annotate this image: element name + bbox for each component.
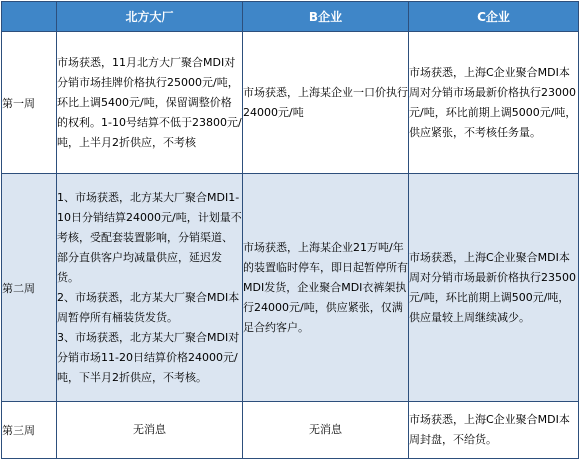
b-company-cell: 市场获悉，上海某企业一口价执行24000元/吨 — [243, 32, 409, 174]
price-table — [1, 1, 579, 459]
header-corner — [2, 2, 57, 32]
week-label: 第一周 — [2, 32, 57, 174]
north-factory-cell — [57, 402, 243, 459]
week-label: 第三周 — [2, 402, 57, 459]
b-company-cell: 市场获悉，上海某企业21万吨/年的装置临时停车，即日起暂停所有MDI发货，企业聚合MDI衣裤架执行24000元/吨，供应紧张，仅满足合约客户。 — [243, 174, 409, 402]
header-b-company: B企业 — [243, 2, 409, 32]
north-factory-item-2: 2、市场获悉，北方某大厂聚合MDI本周暂停所有桶装货发货。 — [57, 290, 240, 324]
c-company-cell: 市场获悉，上海C企业聚合MDI本周封盘，不给货。 — [409, 402, 579, 459]
table-row — [2, 174, 579, 402]
north-factory-item-3: 3、市场获悉，北方某大厂聚合MDI对分销市场11-20日结算价格24000元/吨，下半月2折供应，不考核。 — [57, 330, 240, 384]
table-row — [2, 402, 579, 459]
header-north-factory: 北方大厂 — [57, 2, 243, 32]
week-label: 第二周 — [2, 174, 57, 402]
north-factory-text: 无消息 — [133, 423, 166, 436]
header-row — [2, 2, 579, 32]
north-factory-item-1: 1、市场获悉，北方某大厂聚合MDI1-10日分销结算24000元/吨，计划量不考核，受配套装置影响，分销渠道、部分直供客户均减量供应，延迟发货。 — [57, 190, 242, 284]
table-row — [2, 32, 579, 174]
north-factory-text: 市场获悉，11月北方大厂聚合MDI对分销市场挂牌价格执行25000元/吨，环比上调5400元/吨，保留调整价格的权利。1-10号结算不低于23800元/吨，上半月2折供应，不考核 — [57, 55, 242, 149]
north-factory-cell — [57, 32, 243, 174]
c-company-cell: 市场获悉，上海C企业聚合MDI本周对分销市场最新价格执行23000元/吨，环比前期上调5000元/吨，供应紧张，不考核任务量。 — [409, 32, 579, 174]
header-c-company: C企业 — [409, 2, 579, 32]
b-company-cell: 无消息 — [243, 402, 409, 459]
north-factory-cell — [57, 174, 243, 402]
c-company-cell: 市场获悉，上海C企业聚合MDI本周对分销市场最新价格执行23500元/吨，环比前期上调500元/吨，供应量较上周继续减少。 — [409, 174, 579, 402]
